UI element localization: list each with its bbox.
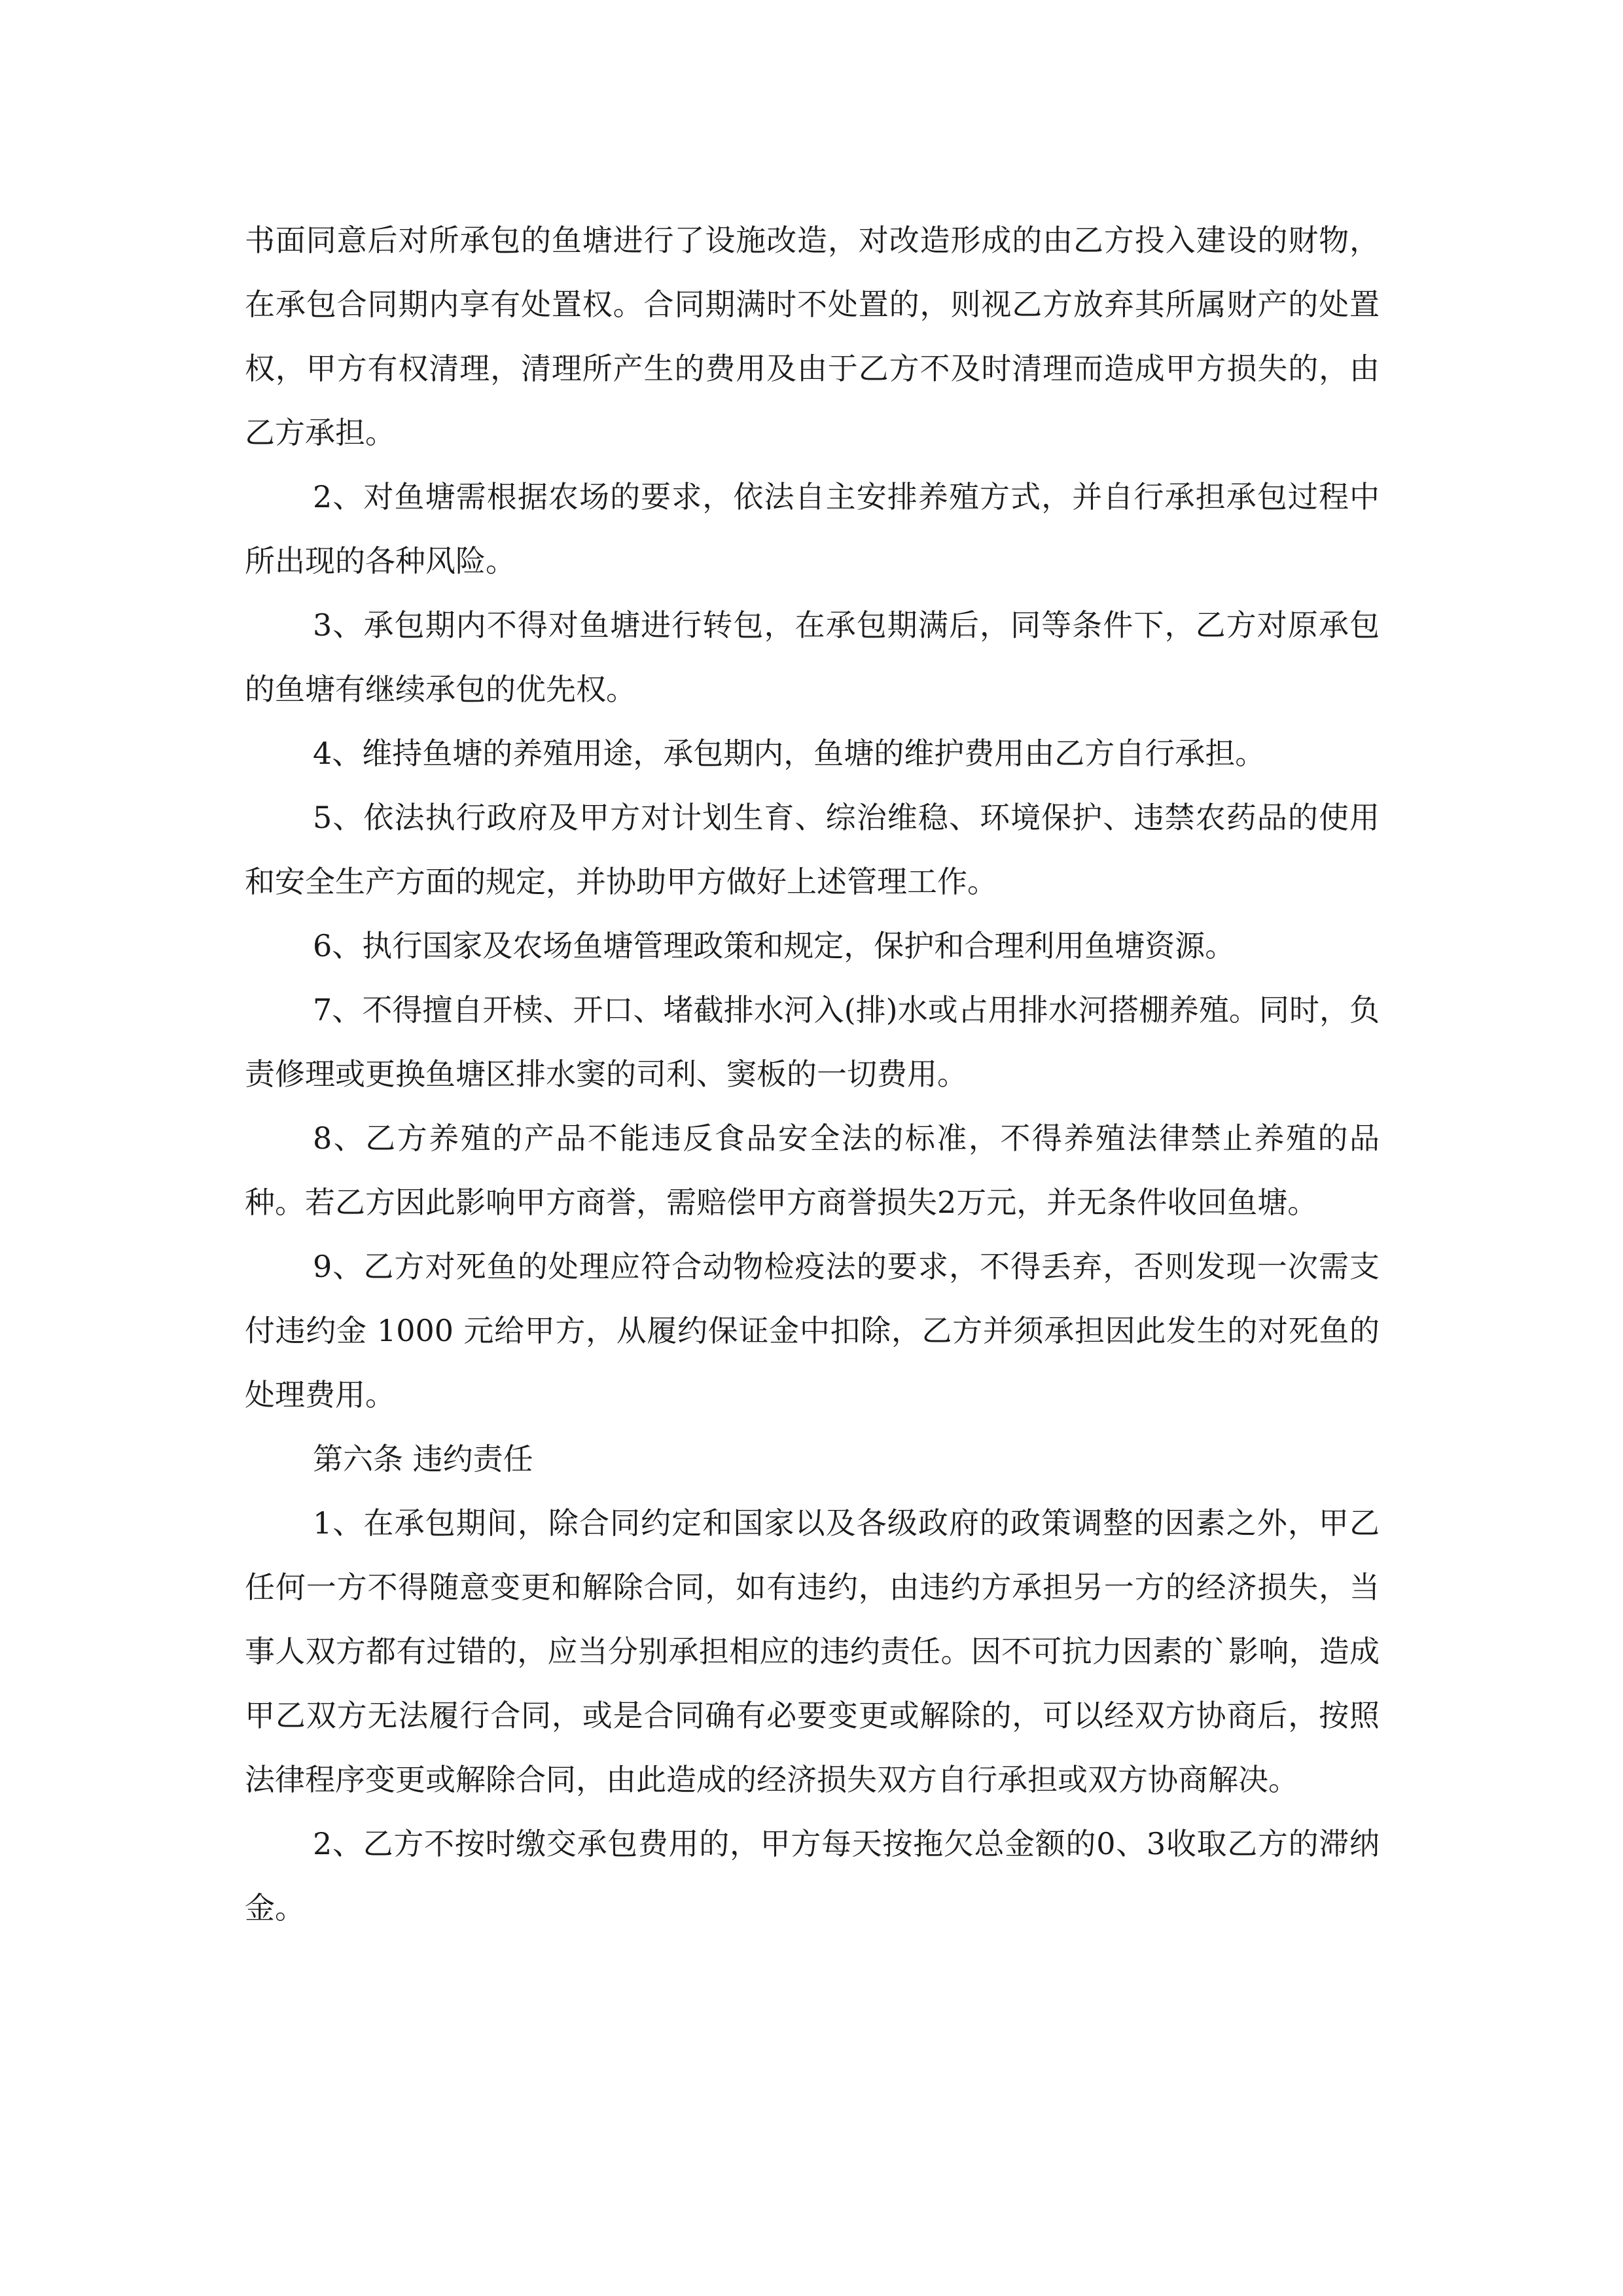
- paragraph-breach-1: 1、在承包期间，除合同约定和国家以及各级政府的政策调整的因素之外，甲乙任何一方不得随意变更和解除合同，如有违约，由违约方承担另一方的经济损失，当事人双方都有过错的，应当分别承担相应的违约责任。因不可抗力因素的`影响，造成甲乙双方无法履行合同，或是合同确有必要变更或解除的，可以经双方协商后，按照法律程序变更或解除合同，由此造成的经济损失双方自行承担或双方协商解决。: [245, 1505, 1380, 1797]
- paragraph-item-9: 9、乙方对死鱼的处理应符合动物检疫法的要求，不得丢弃，否则发现一次需支付违约金 1000 元给甲方，从履约保证金中扣除，乙方并须承担因此发生的对死鱼的处理费用。: [245, 1249, 1380, 1412]
- paragraph-item-7: 7、不得擅自开椟、开口、堵截排水河入(排)水或占用排水河搭棚养殖。同时，负责修理或更换鱼塘区排水窦的司利、窦板的一切费用。: [245, 992, 1380, 1092]
- paragraph-item-5: 5、依法执行政府及甲方对计划生育、综治维稳、环境保护、违禁农药品的使用和安全生产方面的规定，并协助甲方做好上述管理工作。: [245, 800, 1380, 899]
- paragraph-item-2: 2、对鱼塘需根据农场的要求，依法自主安排养殖方式，并自行承担承包过程中所出现的各种风险。: [245, 479, 1380, 579]
- document-body: [245, 208, 1380, 1940]
- paragraph-item-6: 6、执行国家及农场鱼塘管理政策和规定，保护和合理利用鱼塘资源。: [313, 928, 1236, 963]
- section-heading: 第六条 违约责任: [313, 1441, 533, 1477]
- paragraph-item-3: 3、承包期内不得对鱼塘进行转包，在承包期满后，同等条件下，乙方对原承包的鱼塘有继续承包的优先权。: [245, 607, 1380, 707]
- paragraph-continuation: 书面同意后对所承包的鱼塘进行了设施改造，对改造形成的由乙方投入建设的财物，在承包合同期内享有处置权。合同期满时不处置的，则视乙方放弃其所属财产的处置权，甲方有权清理，清理所产生的费用及由于乙方不及时清理而造成甲方损失的，由乙方承担。: [245, 223, 1380, 450]
- paragraph-breach-2: 2、乙方不按时缴交承包费用的，甲方每天按拖欠总金额的0、3收取乙方的滞纳金。: [245, 1826, 1380, 1926]
- paragraph-item-4: 4、维持鱼塘的养殖用途，承包期内，鱼塘的维护费用由乙方自行承担。: [313, 736, 1266, 771]
- paragraph-item-8: 8、乙方养殖的产品不能违反食品安全法的标准，不得养殖法律禁止养殖的品种。若乙方因此影响甲方商誉，需赔偿甲方商誉损失2万元，并无条件收回鱼塘。: [245, 1121, 1380, 1220]
